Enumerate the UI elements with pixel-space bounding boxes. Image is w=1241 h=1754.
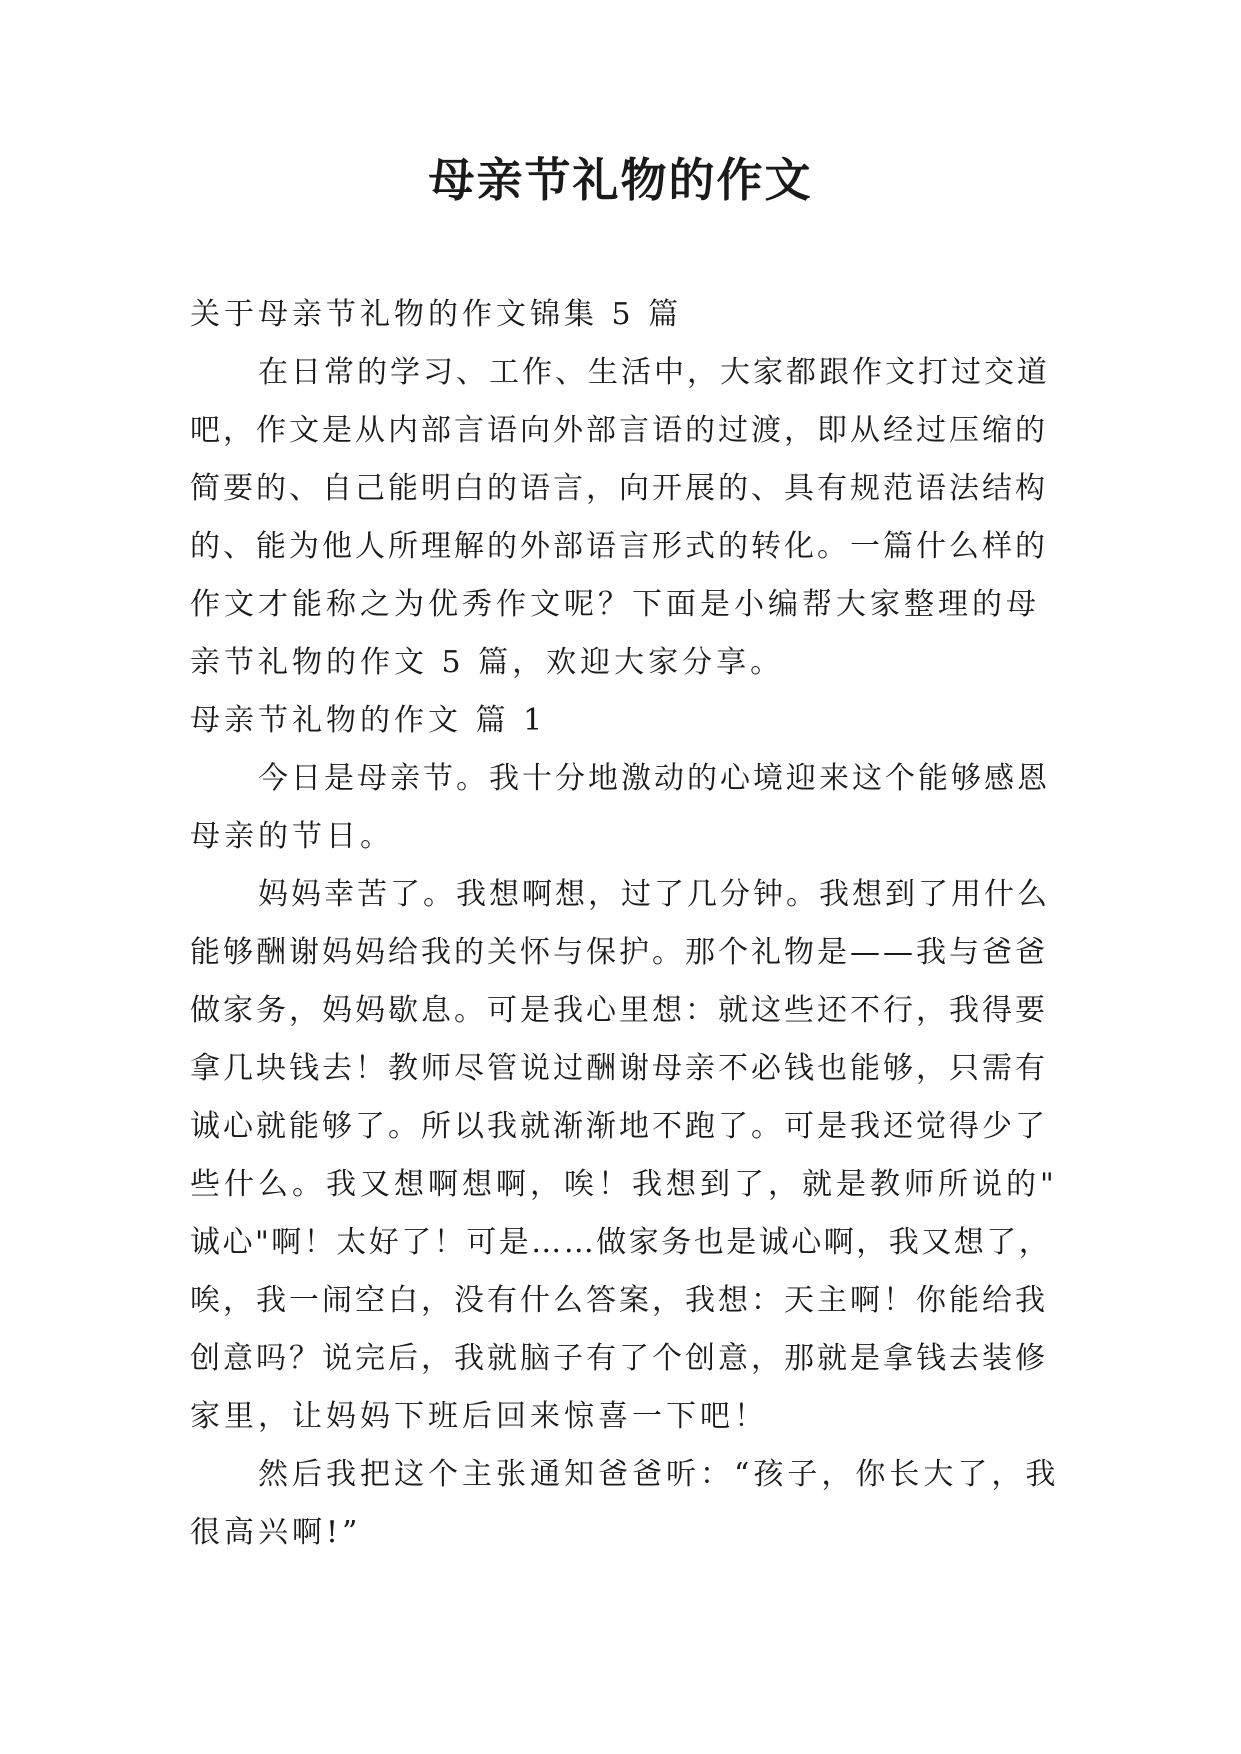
text-line: 诚心"啊！太好了！可是……做家务也是诚心啊，我又想了， [190,1225,1052,1260]
text-line: 然后我把这个主张通知爸爸听：“孩子，你长大了，我 [258,1457,1060,1492]
text-line: 妈妈幸苦了。我想啊想，过了几分钟。我想到了用什么 [258,877,1050,912]
text-line: 能够酬谢妈妈给我的关怀与保护。那个礼物是——我与爸爸 [190,935,1048,970]
document-title: 母亲节礼物的作文 [428,153,813,207]
text-line: 今日是母亲节。我十分地激动的心境迎来这个能够感恩 [258,761,1050,796]
text-line: 唉，我一闹空白，没有什么答案，我想：天主啊！你能给我 [190,1283,1048,1318]
text-line: 创意吗？说完后，我就脑子有了个创意，那就是拿钱去装修 [190,1341,1048,1376]
text-line: 吧，作文是从内部言语向外部言语的过渡，即从经过压缩的 [190,413,1048,448]
text-line: 母亲的节日。 [190,819,394,854]
text-line: 在日常的学习、工作、生活中，大家都跟作文打过交道 [258,355,1050,390]
text-line: 诚心就能够了。所以我就渐渐地不跑了。可是我还觉得少了 [190,1109,1048,1144]
document-body [190,286,1060,1562]
text-line: 家里，让妈妈下班后回来惊喜一下吧！ [190,1399,768,1434]
text-line: 拿几块钱去！教师尽管说过酬谢母亲不必钱也能够，只需有 [190,1051,1048,1086]
text-line: 的、能为他人所理解的外部语言形式的转化。一篇什么样的 [190,529,1048,564]
text-line: 做家务，妈妈歇息。可是我心里想：就这些还不行，我得要 [190,993,1048,1028]
text-line: 简要的、自己能明白的语言，向开展的、具有规范语法结构 [190,471,1048,506]
text-line: 作文才能称之为优秀作文呢？下面是小编帮大家整理的母 [190,587,1040,622]
text-line: 很高兴啊!” [190,1515,362,1550]
text-line: 亲节礼物的作文 5 篇，欢迎大家分享。 [190,645,785,680]
text-line: 母亲节礼物的作文 篇 1 [190,703,547,738]
text-line: 些什么。我又想啊想啊，唉！我想到了，就是教师所说的" [190,1167,1058,1202]
text-line: 关于母亲节礼物的作文锦集 5 篇 [190,297,683,332]
